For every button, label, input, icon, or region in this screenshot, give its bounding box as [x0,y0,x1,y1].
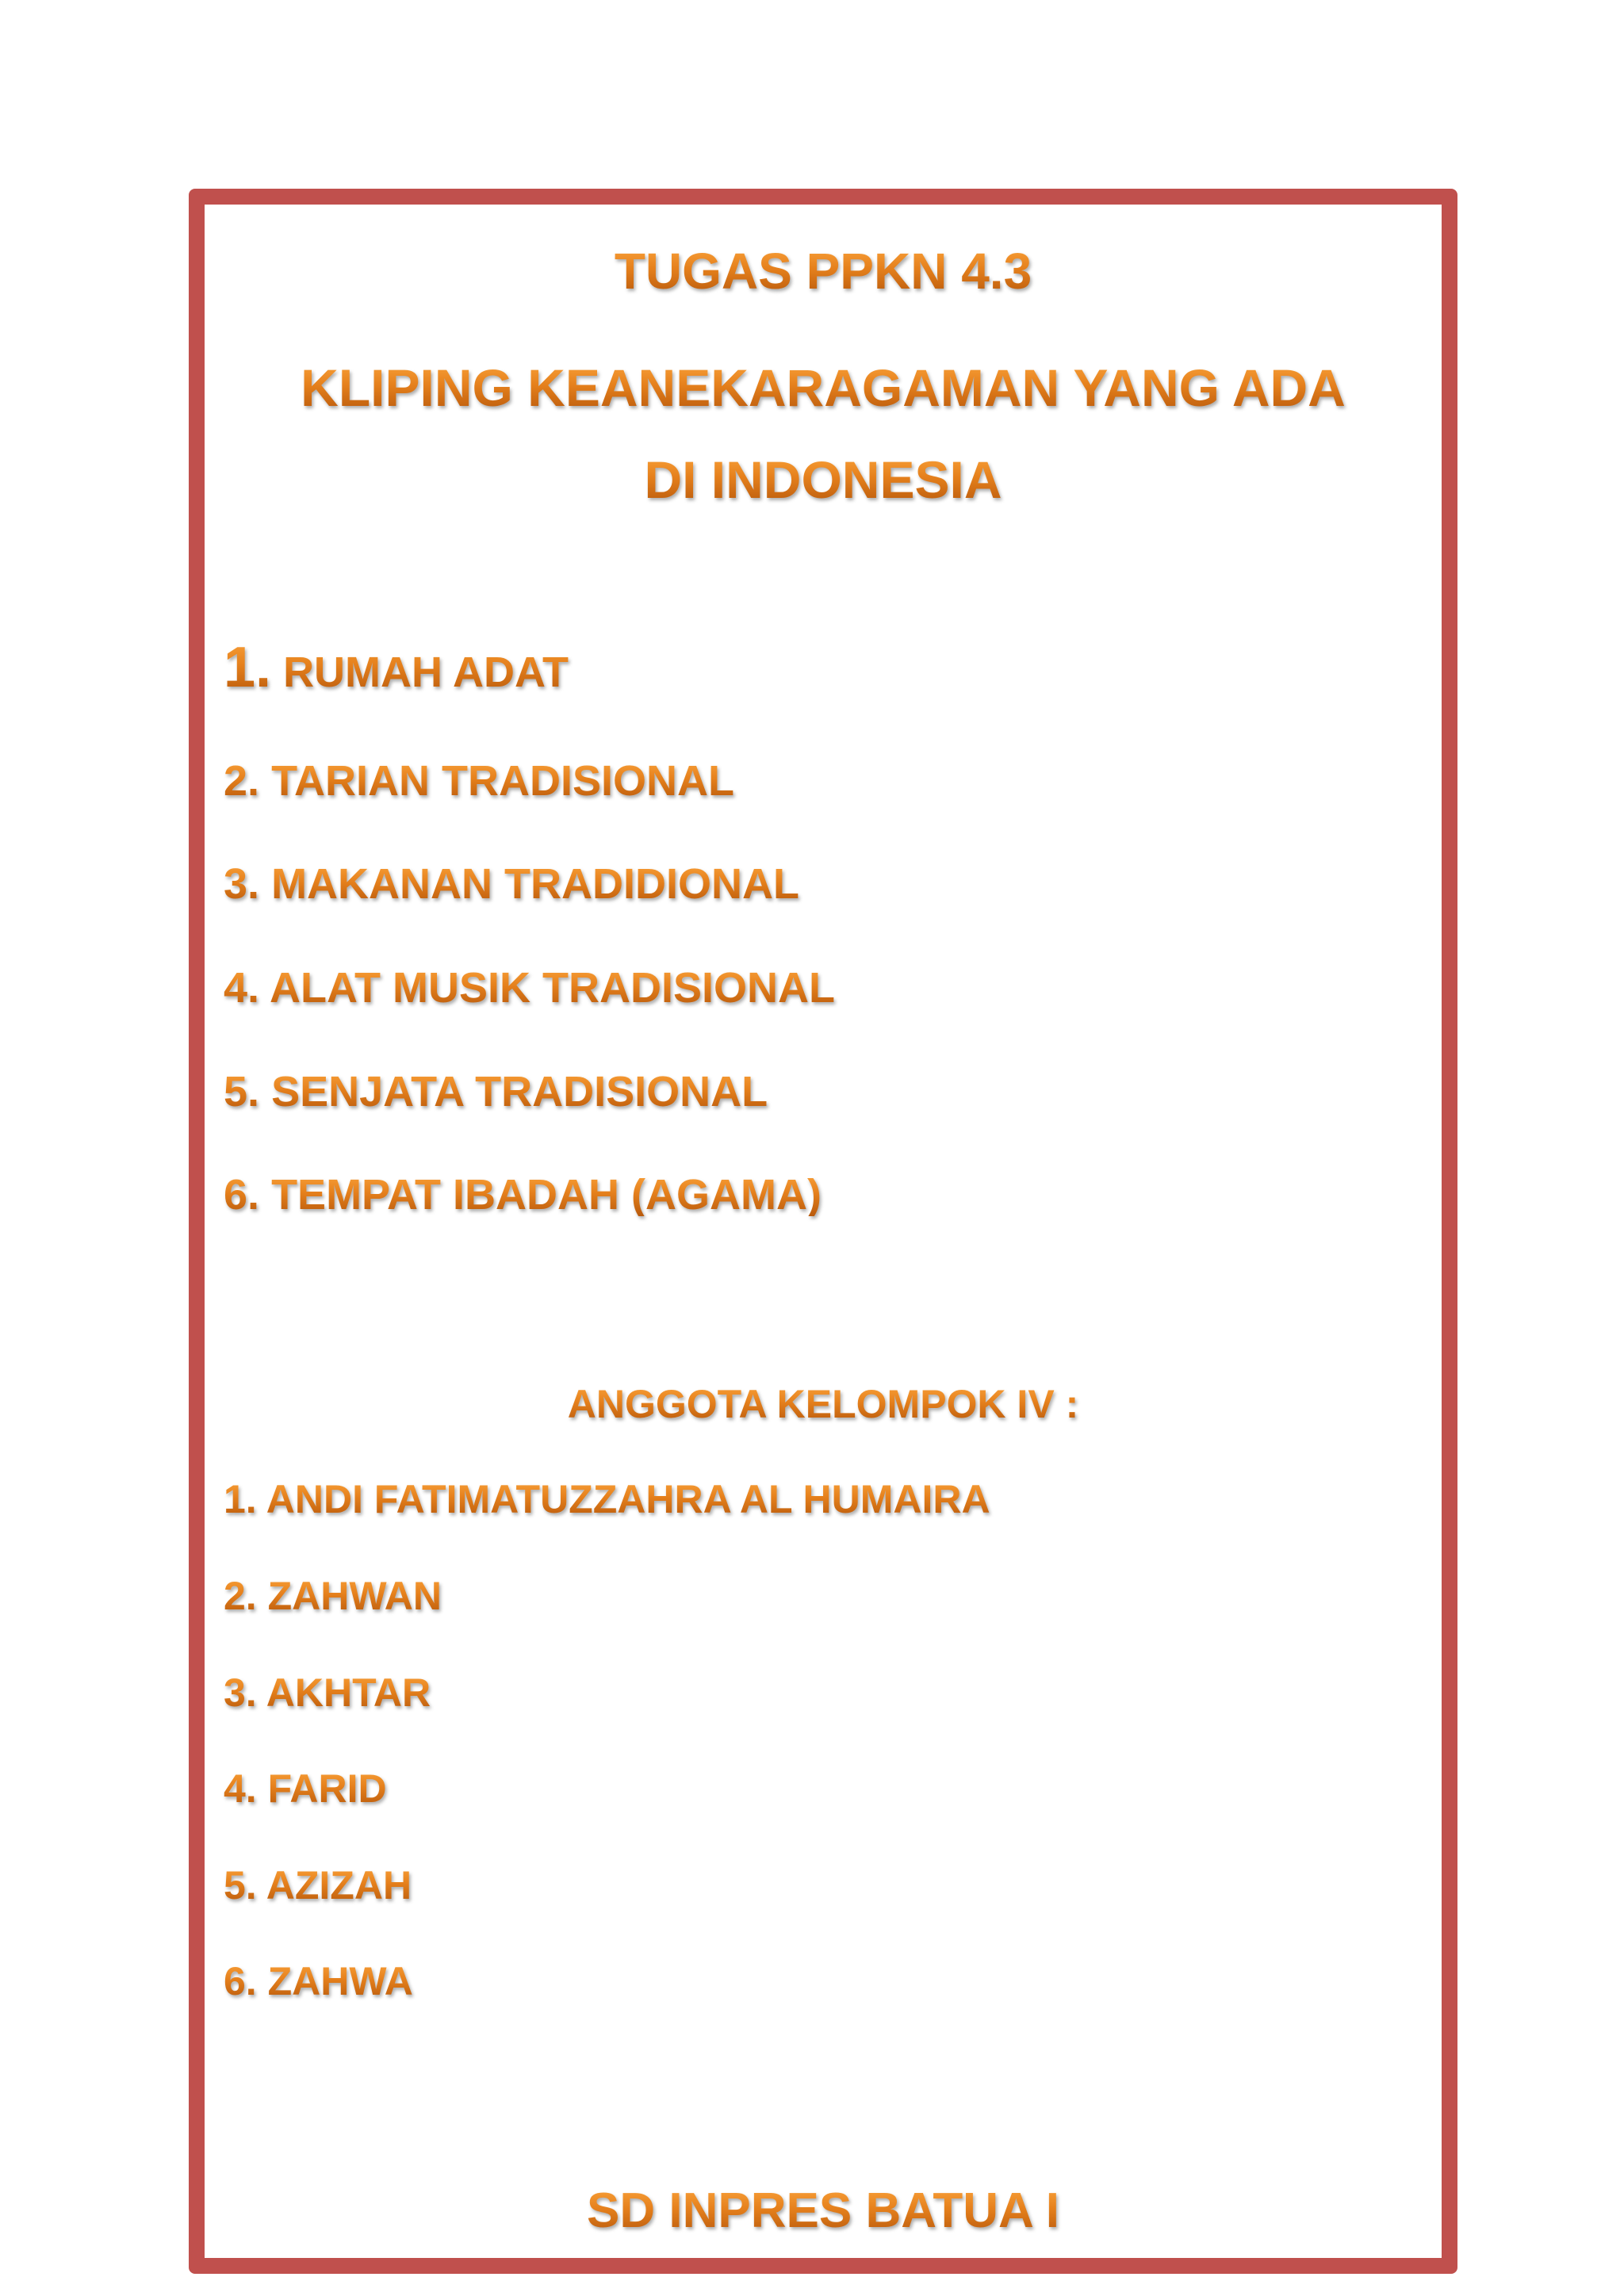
member-name: ANDI FATIMATUZZAHRA AL HUMAIRA [266,1477,990,1521]
topic-item [224,860,799,908]
topic-label: ALAT MUSIK TRADISIONAL [270,964,835,1012]
member-number: 2. [224,1574,257,1618]
topic-label: TEMPAT IBADAH (AGAMA) [271,1171,822,1219]
member-number: 3. [224,1670,257,1715]
member-name: ZAHWA [267,1959,413,2003]
member-item [224,1961,413,2001]
topic-number: 2. [224,757,260,805]
member-item [224,1479,990,1519]
topic-item [224,636,569,699]
member-item [224,1766,387,1811]
topic-label: TARIAN TRADISIONAL [271,757,735,805]
topic-label: MAKANAN TRADIDIONAL [271,860,799,908]
group-members-title: ANGGOTA KELOMPOK IV : [205,1384,1442,1424]
member-number: 5. [224,1863,257,1908]
member-item [224,1670,431,1715]
topic-label: SENJATA TRADISIONAL [271,1068,768,1115]
topic-number: 5. [224,1068,260,1115]
member-number: 6. [224,1959,257,2003]
document-title: TUGAS PPKN 4.3 [205,246,1442,297]
topic-item [224,1070,768,1113]
topic-number: 1. [224,636,272,699]
member-item [224,1576,442,1616]
topic-number: 4. [224,964,260,1012]
member-name: FARID [267,1766,387,1811]
topic-number: 3. [224,860,260,908]
member-number: 4. [224,1766,257,1811]
topic-number: 6. [224,1171,260,1219]
member-number: 1. [224,1477,257,1521]
document-heading-line1: KLIPING KEANEKARAGAMAN YANG ADA [205,362,1442,414]
member-name: AKHTAR [266,1670,431,1715]
topic-label: RUMAH ADAT [283,649,569,696]
topic-item [224,757,735,805]
member-item [224,1863,412,1908]
topic-item [224,964,835,1012]
document-heading-line2: DI INDONESIA [205,453,1442,506]
member-name: AZIZAH [266,1863,412,1908]
member-name: ZAHWAN [267,1574,442,1618]
school-name: SD INPRES BATUA I [205,2187,1442,2236]
topic-item [224,1171,822,1219]
cover-frame [189,189,1457,2274]
